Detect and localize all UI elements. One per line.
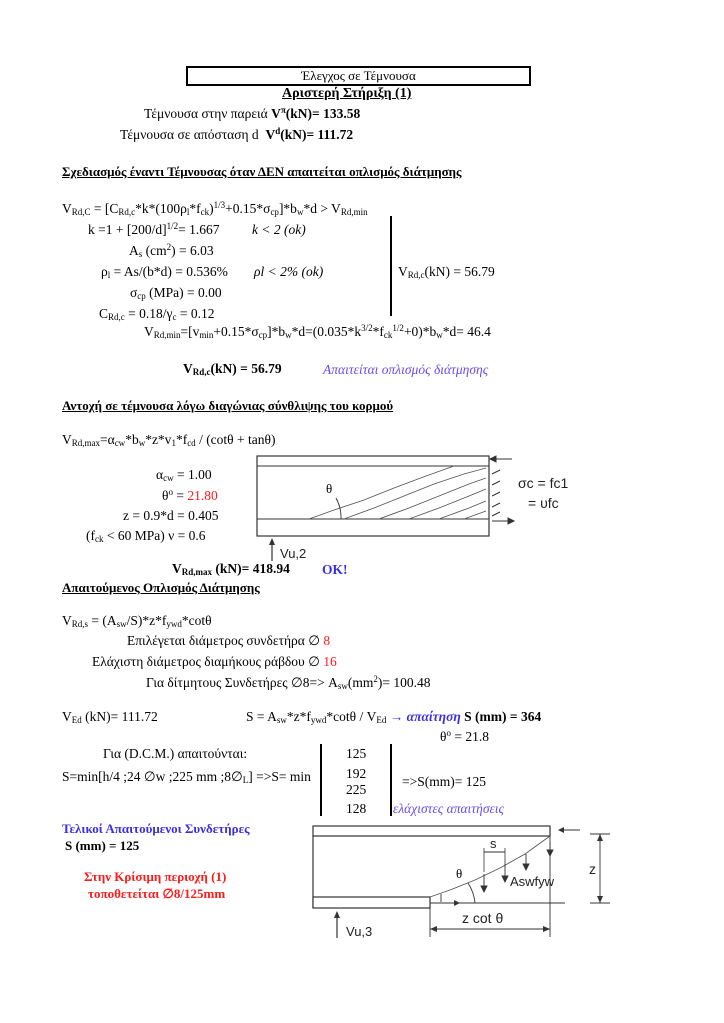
z-label: z: [589, 861, 596, 877]
k-line: $k =1 + [200/d]^{1/2}= 1.667$: [88, 221, 220, 237]
z-line: z = 0.9*d = 0.405: [123, 508, 219, 523]
vu3-label: Vu,3: [346, 924, 373, 938]
stirrup-diameter-line: Επιλέγεται διάμετρος συνδετήρα ∅ 8: [127, 633, 331, 648]
shear-d-sup: d: [275, 126, 281, 136]
s-label: s: [490, 836, 497, 851]
k-check: k < 2 (ok): [252, 222, 306, 237]
top-chord: [313, 826, 550, 836]
as-line: $A_s$ $(cm^2) = 6.03$: [129, 242, 214, 259]
shear-d-value: (kN)= 111.72: [280, 127, 354, 142]
shear-face-label: Τέμνουσα στην παρειά: [144, 106, 268, 121]
min-bracket-right: [390, 744, 392, 816]
zcot-label: z cot θ: [462, 910, 504, 926]
theta-result-line: $\theta^o = 21.8$: [440, 728, 489, 744]
nu-line: ($f_{ck} < 60$ MPa) ν = 0.6: [86, 528, 206, 544]
smin-formula: S=min[h/4 ;24 ∅w ;225 mm $;8\emptyset_L] =>S= \min$: [62, 769, 311, 785]
min-value-4: 128: [346, 801, 367, 816]
vrdmax-result: $V_{Rd,max}$ (kN)= 418.94: [172, 561, 290, 577]
critical-region-line1: Στην Κρίσιμη περιοχή (1): [84, 869, 227, 884]
requirement-arrow: → απαίτηση: [389, 709, 461, 724]
s-required: S (mm) = 364: [464, 709, 542, 724]
shear-face-value: (kN)= 133.58: [285, 106, 361, 121]
shear-face-symbol: V: [271, 106, 281, 121]
critical-region-line2: τοποθετείται ∅8/125mm: [88, 886, 226, 901]
dcm-label: Για (D.C.M.) απαιτούνται:: [103, 746, 248, 761]
vrdc-result: $V_{Rd,c}(kN) = 56.79$: [183, 361, 282, 377]
nu-label: = υfc: [528, 495, 559, 511]
theta-line: $\theta^o = 21.80$: [162, 487, 218, 503]
bottom-chord: [313, 897, 430, 908]
final-s-value: S (mm) = 125: [65, 838, 140, 853]
vrd-min-line: $V_{Rd,min}=[v_{min}+0.15*\sigma_{cp}]*b_w*d=(0.035*k^{3/2}*f_{ck}^{1/2}+0)*b_w*d= 46.4$: [144, 323, 491, 340]
strut-diagram: [254, 448, 574, 563]
section3-heading: Απαιτούμενος Οπλισμός Διάτμησης: [62, 580, 260, 595]
min-value-1: 125: [346, 746, 367, 761]
theta-value[interactable]: 21.80: [187, 488, 218, 503]
min-requirements-note: ελάχιστες απαιτήσεις: [393, 801, 505, 816]
shear-at-face: [144, 106, 360, 122]
shear-at-d: [120, 127, 353, 143]
shear-d-label: Τέμνουσα σε απόσταση d: [120, 127, 259, 142]
page-title: Έλεγχος σε Τέμνουσα: [186, 66, 531, 86]
vrdc-side-value: $V_{Rd,c}(kN) = 56.79$: [398, 264, 495, 280]
stress-arrows: [490, 456, 514, 524]
sigma-label: σc = fc1: [518, 475, 569, 491]
crdc-line: $C_{Rd,c} = 0.18/\gamma_c = 0.12$: [99, 306, 215, 322]
section-subtitle: Αριστερή Στήριξη (1): [282, 86, 412, 101]
vu2-label: Vu,2: [280, 546, 307, 561]
min-value-2: 192: [346, 766, 367, 781]
section2-heading: Αντοχή σε τέμνουσα λόγω διαγώνιας σύνθλιψης του κορμού: [62, 398, 394, 413]
asw-line: Για δίτμητους Συνδετήρες ∅8=> $A_{sw}(mm^2)= 100.48$: [146, 674, 431, 691]
rho-line: $\rho_l = As/(b*d) = 0.536\%$: [101, 264, 228, 280]
shear-d-symbol: V: [265, 127, 276, 142]
s-formula: $S = A_{sw}*z*f_{ywd}*\cot\theta / V_{Ed} \to \alpha\pi\alpha ί\tau\eta\sigma\eta$ S (mm) = 364: [246, 709, 542, 725]
long-bar-diameter-value[interactable]: 16: [323, 654, 337, 669]
alpha-cw-line: $\alpha_{cw} = 1.00$: [156, 467, 212, 483]
theta-label: θ: [326, 481, 333, 496]
shear-reinforcement-required-note: Απαιτείται οπλισμός διάτμησης: [323, 362, 489, 377]
section1-heading: Σχεδιασμός έναντι Τέμνουσας όταν ΔΕΝ απαιτείται οπλισμός διάτμησης: [62, 164, 462, 179]
min-value-3: 225: [346, 782, 367, 797]
shear-face-sup: π: [280, 105, 286, 115]
long-bar-diameter-line: Ελάχιστη διάμετρος διαμήκους ράβδου ∅ 16: [92, 654, 337, 669]
ok-status: OK!: [322, 562, 348, 577]
theta-arc-2: [468, 883, 475, 903]
rho-check: ρl < 2% (ok): [254, 264, 324, 279]
divider-line: [390, 216, 392, 316]
vrdc-formula: $V_{Rd,C} = [C_{Rd,c}*k*(100\rho_l*f_{ck})^{1/3}+0.15*\sigma_{cp}]*b_w*d > V_{Rd,min}$: [62, 200, 368, 217]
asw-label: Aswfyw: [510, 874, 555, 889]
s-result: =>S(mm)= 125: [402, 774, 486, 789]
theta-label-2: θ: [456, 866, 463, 881]
stirrup-diameter-value[interactable]: 8: [323, 633, 331, 648]
final-stirrups-heading: Τελικοί Απαιτούμενοι Συνδετήρες: [62, 821, 250, 836]
ved-line: $V_{Ed}$ (kN)= 111.72: [62, 709, 158, 725]
vrdmax-formula: $V_{Rd,max}=\alpha_{cw}*b_w*z*v_1*f_{cd} / (\cot\theta + \tan\theta)$: [62, 432, 276, 448]
sigma-cp-line: $\sigma_{cp}$ (MPa) = 0.00: [130, 285, 222, 301]
stirrup-diagram: [310, 822, 610, 938]
min-bracket-left: [320, 744, 322, 816]
vrds-formula: $V_{Rd,s} = (A_{sw}/S)*z*f_{ywd}*\cot\theta$: [62, 613, 212, 629]
